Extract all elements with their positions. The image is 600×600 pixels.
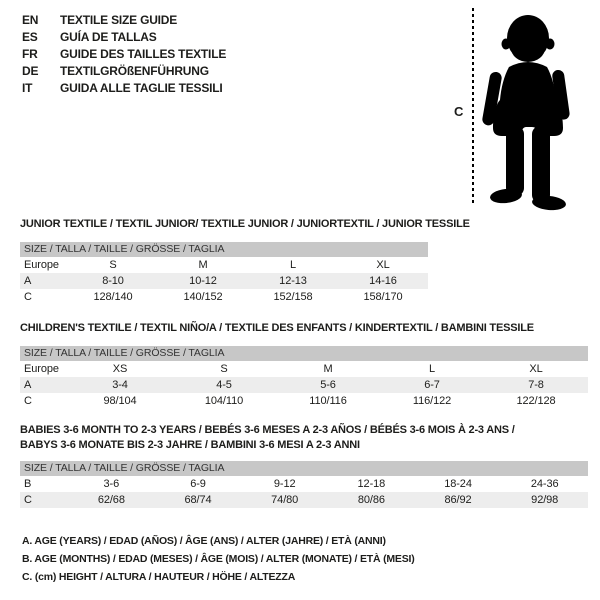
table-cell: 74/80	[271, 494, 299, 506]
table-cell: 14-16	[369, 275, 397, 287]
language-row	[22, 63, 226, 80]
table-cell: 4-5	[216, 379, 232, 391]
table-cell: M	[198, 259, 208, 271]
height-measure-dotted-line	[472, 8, 474, 206]
table-row	[20, 257, 428, 273]
table-cell: 110/116	[309, 395, 347, 407]
table-cell: 116/122	[412, 395, 452, 407]
table-cell: 7-8	[528, 379, 544, 391]
table-cell: M	[323, 363, 333, 375]
language-code: IT	[22, 81, 33, 95]
table-title: CHILDREN'S TEXTILE / TEXTIL NIÑO/A / TEXTILE DES ENFANTS / KINDERTEXTIL / BAMBINI TESSILE	[20, 322, 534, 334]
babies-textile-table	[20, 423, 588, 508]
table-cell: 68/74	[184, 494, 212, 506]
table-cell: 158/170	[363, 291, 403, 303]
row-label: B	[24, 478, 32, 490]
language-row	[22, 29, 226, 46]
junior-textile-table	[20, 217, 470, 305]
size-header-bar: SIZE / TALLA / TAILLE / GRÖSSE / TAGLIA	[20, 461, 588, 476]
table-cell: 5-6	[320, 379, 336, 391]
table-row	[20, 377, 588, 393]
height-measure-label: C	[454, 104, 464, 119]
table-cell: 140/152	[183, 291, 223, 303]
table-title: BABIES 3-6 MONTH TO 2-3 YEARS / BEBÉS 3-6 MESES A 2-3 AÑOS / BÉBÉS 3-6 MOIS À 2-3 ANS /	[20, 424, 515, 436]
language-list	[22, 12, 226, 97]
language-title: TEXTILE SIZE GUIDE	[60, 13, 178, 27]
row-label: C	[24, 291, 32, 303]
table-cell: S	[220, 363, 228, 375]
table-cell: 6-9	[190, 478, 206, 490]
table-cell: 122/128	[516, 395, 556, 407]
table-cell: 3-6	[103, 478, 120, 490]
table-row	[20, 273, 428, 289]
table-cell: XL	[529, 363, 543, 375]
language-title: GUIDE DES TAILLES TEXTILE	[60, 47, 227, 61]
row-label: Europe	[24, 363, 59, 375]
language-code: DE	[22, 64, 39, 78]
table-cell: 80/86	[357, 494, 385, 506]
row-label: C	[24, 395, 32, 407]
table-cell: 12-18	[357, 478, 386, 490]
table-cell: S	[109, 259, 117, 271]
footnote-legend	[22, 532, 415, 586]
row-label: Europe	[24, 259, 59, 271]
table-row	[20, 492, 588, 508]
table-cell: 86/92	[444, 494, 472, 506]
baby-silhouette-icon	[476, 4, 600, 214]
row-label: A	[24, 275, 32, 287]
table-cell: 104/110	[204, 395, 244, 407]
language-code: ES	[22, 30, 38, 44]
table-cell: 24-36	[530, 478, 559, 490]
table-title: JUNIOR TEXTILE / TEXTIL JUNIOR/ TEXTILE JUNIOR / JUNIORTEXTIL / JUNIOR TESSILE	[20, 218, 470, 230]
language-title: TEXTILGRÖßENFÜHRUNG	[60, 64, 209, 78]
table-row	[20, 361, 588, 377]
row-label: A	[24, 379, 32, 391]
footnote-line: B. AGE (MONTHS) / EDAD (MESES) / ÂGE (MOIS) / ALTER (MONATE) / ETÀ (MESI)	[22, 553, 415, 565]
language-row	[22, 12, 226, 29]
table-cell: L	[428, 363, 436, 375]
size-header-bar: SIZE / TALLA / TAILLE / GRÖSSE / TAGLIA	[20, 346, 588, 361]
table-cell: 128/140	[93, 291, 133, 303]
language-row	[22, 80, 226, 97]
footnote-line: C. (cm) HEIGHT / ALTURA / HAUTEUR / HÖHE / ALTEZZA	[22, 571, 296, 583]
table-cell: 12-13	[279, 275, 307, 287]
table-row	[20, 289, 428, 305]
table-cell: 98/104	[103, 395, 137, 407]
table-cell: 152/158	[273, 291, 313, 303]
table-cell: XL	[376, 259, 390, 271]
table-title: BABYS 3-6 MONATE BIS 2-3 JAHRE / BAMBINI 3-6 MESI A 2-3 ANNI	[20, 439, 360, 451]
row-label: C	[24, 494, 32, 506]
table-cell: 3-4	[112, 379, 128, 391]
language-code: EN	[22, 13, 39, 27]
language-title: GUÍA DE TALLAS	[60, 30, 157, 44]
table-cell: 9-12	[273, 478, 296, 490]
footnote-line: A. AGE (YEARS) / EDAD (AÑOS) / ÂGE (ANS) / ALTER (JAHRE) / ETÀ (ANNI)	[22, 535, 386, 547]
table-cell: L	[289, 259, 297, 271]
table-cell: 6-7	[424, 379, 440, 391]
table-cell: 10-12	[189, 275, 217, 287]
table-cell: XS	[112, 363, 128, 375]
table-cell: 8-10	[102, 275, 124, 287]
table-row	[20, 393, 588, 409]
language-code: FR	[22, 47, 38, 61]
childrens-textile-table	[20, 321, 588, 409]
table-cell: 18-24	[444, 478, 472, 490]
language-row	[22, 46, 226, 63]
size-header-bar: SIZE / TALLA / TAILLE / GRÖSSE / TAGLIA	[20, 242, 428, 257]
language-title: GUIDA ALLE TAGLIE TESSILI	[60, 81, 223, 95]
table-row	[20, 476, 588, 492]
table-cell: 62/68	[97, 494, 125, 506]
table-cell: 92/98	[531, 494, 559, 506]
